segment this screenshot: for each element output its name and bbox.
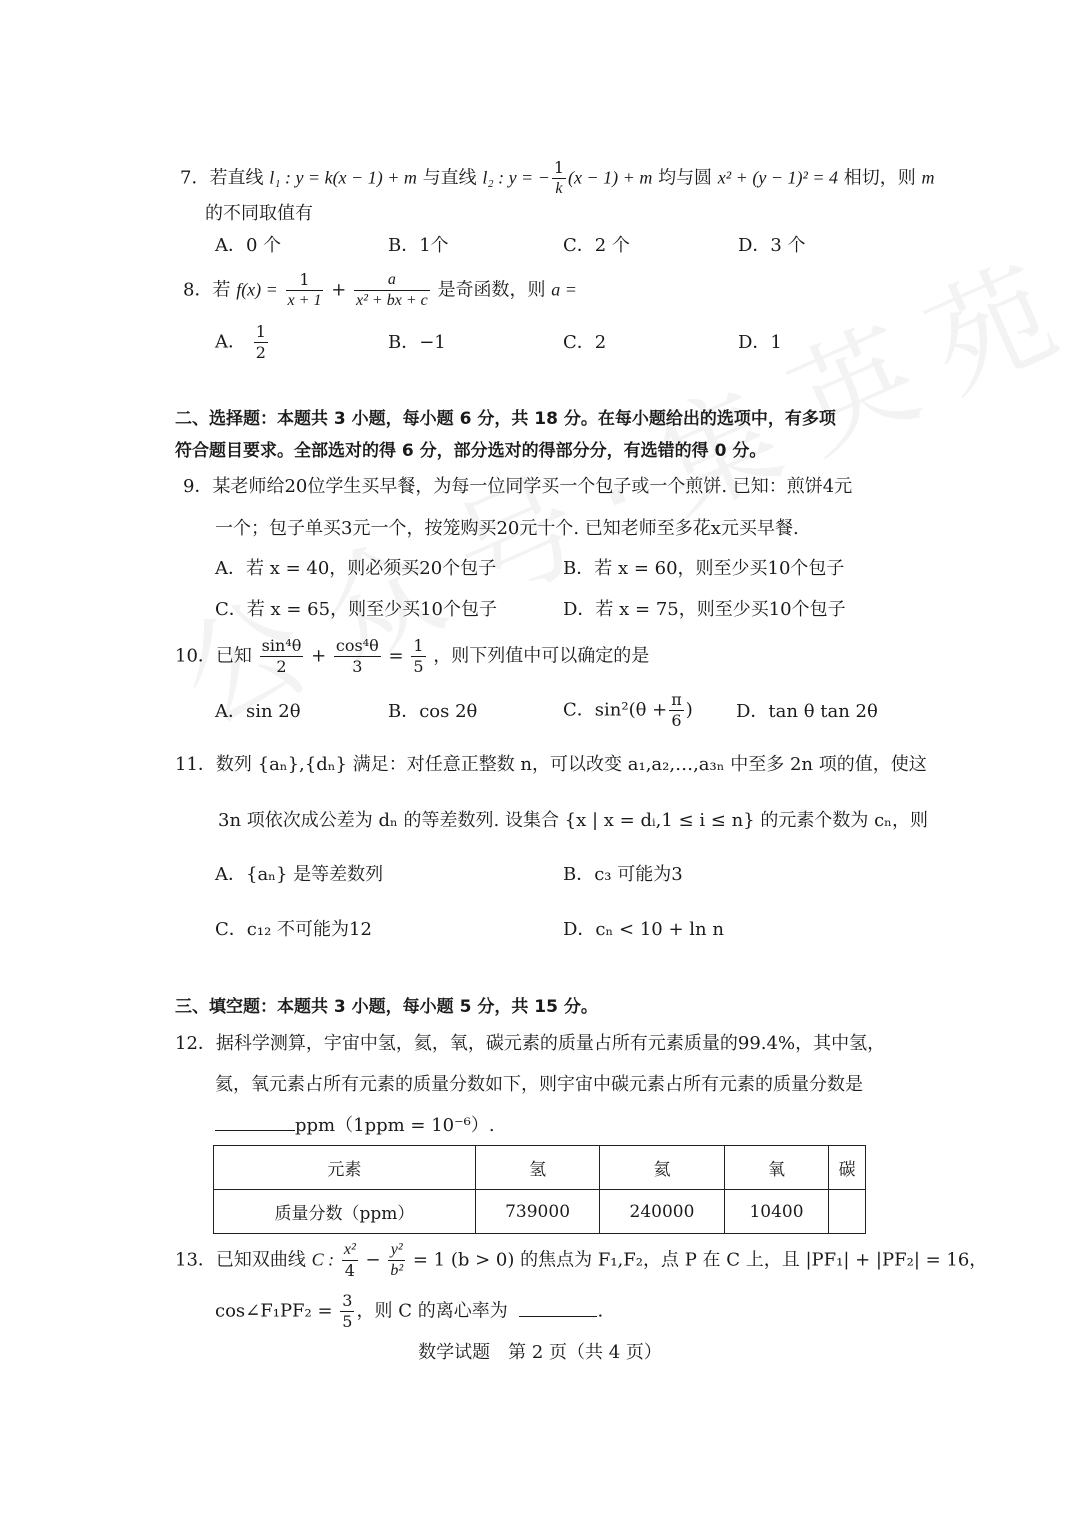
section-2-heading-line-2: 符合题目要求。全部选对的得 6 分，部分选对的得部分分，有选错的得 0 分。 — [175, 441, 767, 461]
question-12-line-2: 氦，氧元素占所有元素的质量分数如下，则宇宙中碳元素占所有元素的质量分数是 — [215, 1074, 863, 1095]
q13-fraction-1: $\frac{\text{x²}}{4}$ — [343, 1241, 356, 1280]
q13-minus: − — [365, 1249, 381, 1271]
q8-option-a — [215, 322, 270, 363]
table-cell: 739000 — [475, 1190, 599, 1234]
q8-fraction-2: $\frac{a}{\text{x² + bx + c}}$ — [356, 271, 428, 309]
table-cell — [829, 1190, 866, 1234]
table-row — [214, 1146, 866, 1190]
watermark — [150, 234, 1080, 874]
q13-prefix: 13．已知双曲线 — [175, 1249, 306, 1271]
q7-var: m — [921, 167, 935, 188]
question-13-line-2 — [215, 1291, 603, 1332]
question-13-line-1 — [175, 1240, 987, 1281]
page-footer: 数学试题 第 2 页（共 4 页） — [418, 1342, 662, 1363]
q13-answer-blank[interactable] — [519, 1316, 597, 1317]
question-12-line-3 — [215, 1114, 495, 1138]
q10-fraction-3: $\frac{1}{5}$ — [413, 636, 424, 676]
q8-option-b: B．−1 — [388, 332, 446, 353]
q7-prefix: 7．若直线 — [180, 167, 264, 189]
question-9-line-1: 9．某老师给20位学生买早餐，为每一位同学买一个包子或一个煎饼. 已知：煎饼4元 — [183, 476, 853, 497]
q8-option-c: C．2 — [563, 332, 607, 353]
q13-cos-fraction: $\frac{3}{5}$ — [342, 1291, 353, 1331]
q13-cos-pre: cos∠F₁PF₂ = — [215, 1300, 333, 1322]
q11-option-d: D．cₙ < 10 + ln n — [563, 919, 724, 940]
q8-plus: + — [331, 279, 347, 301]
q8-option-d: D．1 — [738, 332, 782, 353]
q8-prefix: 8．若 — [183, 279, 231, 301]
q10-eq: = — [388, 645, 404, 667]
q7-option-d: D．3 个 — [738, 235, 806, 256]
question-9-line-2: 一个；包子单买3元一个，按笼购买20元十个. 已知老师至多花x元买早餐. — [215, 518, 799, 539]
q10-option-c-post: ) — [685, 699, 693, 721]
q7-fraction: $\frac{1}{k}$ — [553, 158, 565, 197]
table-header-cell: 氢 — [475, 1146, 599, 1190]
q11-option-a: A．{aₙ} 是等差数列 — [215, 864, 384, 885]
q10-fraction-1: $\frac{\text{sin⁴θ}}{2}$ — [261, 636, 302, 676]
q13-fraction-2: $\frac{\text{y²}}{\text{b²}}$ — [390, 1241, 404, 1279]
q8-suffix: 是奇函数，则 — [437, 279, 546, 301]
q11-option-b: B．c₃ 可能为3 — [563, 864, 683, 885]
q10-option-b: B．cos 2θ — [388, 701, 478, 722]
q13-rest: = 1 (b > 0) 的焦点为 F₁,F₂，点 P 在 C 上，且 |PF₁| + |PF₂| = 16， — [412, 1249, 988, 1271]
q8-option-a-fraction: $\frac{1}{2}$ — [255, 322, 266, 362]
question-7-line-1 — [180, 158, 934, 199]
q8-fraction-1: $\frac{1}{x + 1}$ — [287, 270, 322, 309]
q10-option-a: A．sin 2θ — [215, 701, 301, 722]
q7-line-l2-post: (x − 1) + m — [568, 167, 653, 188]
table-header-cell: 元素 — [214, 1146, 476, 1190]
table-cell: 质量分数（ppm） — [214, 1190, 476, 1234]
q10-prefix: 10．已知 — [175, 645, 252, 667]
q8-f: f(x) = — [236, 279, 278, 300]
q7-suffix: 相切，则 — [843, 167, 916, 189]
question-7-line-2: 的不同取值有 — [205, 203, 313, 224]
q8-option-a-label: A． — [215, 331, 246, 353]
q7-option-b: B．1个 — [388, 235, 449, 256]
q10-fraction-2: $\frac{\text{cos⁴θ}}{3}$ — [335, 636, 379, 676]
q9-option-b: B．若 x = 60，则至少买10个包子 — [563, 558, 845, 579]
element-mass-table — [213, 1145, 866, 1234]
table-row — [214, 1190, 866, 1234]
q7-option-c: C．2 个 — [563, 235, 630, 256]
q7-circle: x² + (y − 1)² = 4 — [717, 167, 838, 188]
table-header-cell: 氦 — [600, 1146, 724, 1190]
q8-a-eq: a = — [551, 279, 577, 300]
q9-option-c: C．若 x = 65，则至少买10个包子 — [215, 599, 497, 620]
q7-mid: 与直线 — [422, 167, 477, 189]
q11-option-c: C．c₁₂ 不可能为12 — [215, 919, 372, 940]
q7-line-l1: l₁ : y = k(x − 1) + m — [269, 167, 417, 188]
q10-option-d: D．tan θ tan 2θ — [736, 701, 878, 722]
q10-plus: + — [311, 645, 327, 667]
q9-option-a: A．若 x = 40，则必须买20个包子 — [215, 558, 497, 579]
q10-option-c — [563, 690, 693, 731]
question-10-line-1 — [175, 636, 649, 677]
q7-mid2: 均与圆 — [658, 167, 713, 189]
table-cell: 10400 — [724, 1190, 829, 1234]
section-3-heading: 三、填空题：本题共 3 小题，每小题 5 分，共 15 分。 — [175, 997, 598, 1017]
question-12-line-1: 12．据科学测算，宇宙中氢，氦，氧，碳元素的质量占所有元素质量的99.4%，其中氢， — [175, 1033, 886, 1054]
q13-cos-post: ，则 C 的离心率为 — [356, 1300, 508, 1322]
q12-unit: ppm（1ppm = 10⁻⁶）. — [295, 1115, 495, 1136]
q10-option-c-fraction: $\frac{\pi}{6}$ — [671, 690, 682, 730]
table-header-cell: 氧 — [724, 1146, 829, 1190]
q7-option-a: A．0 个 — [215, 235, 282, 256]
q13-c-label: C : — [311, 1249, 335, 1270]
q10-option-c-pre: C．sin²(θ + — [563, 699, 668, 721]
question-11-line-1: 11．数列 {aₙ},{dₙ} 满足：对任意正整数 n，可以改变 a₁,a₂,…,a₃ₙ 中至多 2n 项的值，使这 — [175, 754, 927, 775]
q7-line-l2-pre: l₂ : y = − — [482, 167, 550, 188]
question-11-line-2: 3n 项依次成公差为 dₙ 的等差数列. 设集合 {x | x = dᵢ,1 ≤ i ≤ n} 的元素个数为 cₙ，则 — [218, 810, 928, 831]
q12-answer-blank[interactable] — [215, 1130, 295, 1131]
table-header-cell: 碳 — [829, 1146, 866, 1190]
section-2-heading-line-1: 二、选择题：本题共 3 小题，每小题 6 分，共 18 分。在每小题给出的选项中，有多项 — [175, 409, 836, 429]
question-8-line-1 — [183, 270, 577, 311]
q9-option-d: D．若 x = 75，则至少买10个包子 — [563, 599, 846, 620]
q10-suffix: ，则下列值中可以确定的是 — [433, 645, 650, 667]
q13-end: . — [597, 1300, 604, 1322]
table-cell: 240000 — [600, 1190, 724, 1234]
